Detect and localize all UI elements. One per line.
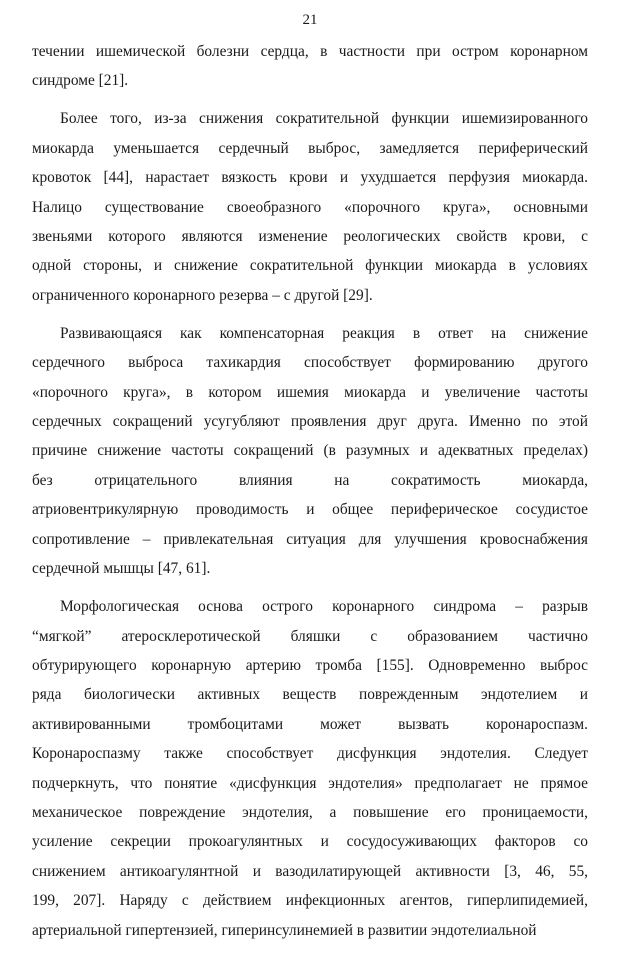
page-number: 21 <box>302 12 318 28</box>
text-line: «порочного круга», в котором ишемия миокарда и увеличение частоты <box>32 383 588 401</box>
text-line: механическое повреждение эндотелия, а повышение его проницаемости, <box>32 803 588 821</box>
text-line: течении ишемической болезни сердца, в частности при остром коронарном <box>32 43 588 60</box>
text-line: снижением антикоагулянтной и вазодилатирующей активности [3, 46, 55, <box>32 862 588 880</box>
text-line: Коронароспазму также способствует дисфункция эндотелия. Следует <box>32 745 588 763</box>
text-line: синдроме [21]. <box>32 72 129 90</box>
paragraph <box>32 104 588 310</box>
text-line: подчеркнуть, что понятие «дисфункция эндотелия» предполагает не прямое <box>32 774 588 792</box>
text-line: активированными тромбоцитами может вызвать коронароспазм. <box>32 715 588 733</box>
text-line: Налицо существование своеобразного «порочного круга», основными <box>32 198 588 216</box>
text-line: “мягкой” атеросклеротической бляшки с образованием частично <box>32 627 588 645</box>
text-line: сопротивление – привлекательная ситуация для улучшения кровоснабжения <box>32 530 588 548</box>
text-line: 199, 207]. Наряду с действием инфекционных агентов, гиперлипидемией, <box>32 892 588 910</box>
paragraph <box>32 37 588 96</box>
text-line: сердечного выброса тахикардия способствует формированию другого <box>32 354 588 372</box>
text-line: сердечных сокращений усугубляют проявления друг друга. Именно по этой <box>32 413 588 431</box>
text-line: обтурирующего коронарную артерию тромба [155]. Одновременно выброс <box>32 656 588 674</box>
paragraph <box>32 592 588 945</box>
text-line: кровоток [44], нарастает вязкость крови и ухудшается перфузия миокарда. <box>32 169 588 187</box>
text-line: Развивающаяся как компенсаторная реакция в ответ на снижение <box>60 324 588 342</box>
text-line: причине снижение частоты сокращений (в разумных и адекватных пределах) <box>32 442 588 460</box>
text-line: Морфологическая основа острого коронарного синдрома – разрыв <box>60 598 588 616</box>
text-line: атриовентрикулярную проводимость и общее периферическое сосудистое <box>32 501 588 519</box>
text-line: ограниченного коронарного резерва – с другой [29]. <box>32 286 373 304</box>
paragraph <box>32 319 588 584</box>
text-line: Более того, из-за снижения сократительной функции ишемизированного <box>60 110 588 128</box>
text-line: без отрицательного влияния на сократимость миокарда, <box>32 471 588 489</box>
text-line: усиление секреции прокоагулянтных и сосудосуживающих факторов со <box>32 833 588 851</box>
text-line: звеньями которого являются изменение реологических свойств крови, с <box>32 228 588 246</box>
text-line: артериальной гипертензией, гиперинсулинемией в развитии эндотелиальной <box>32 921 537 939</box>
text-line: одной стороны, и снижение сократительной функции миокарда в условиях <box>32 257 588 275</box>
text-line: сердечной мышцы [47, 61]. <box>32 560 211 578</box>
text-line: ряда биологически активных веществ поврежденным эндотелием и <box>32 686 588 704</box>
body-text <box>32 37 588 945</box>
text-line: миокарда уменьшается сердечный выброс, замедляется периферический <box>32 139 588 157</box>
